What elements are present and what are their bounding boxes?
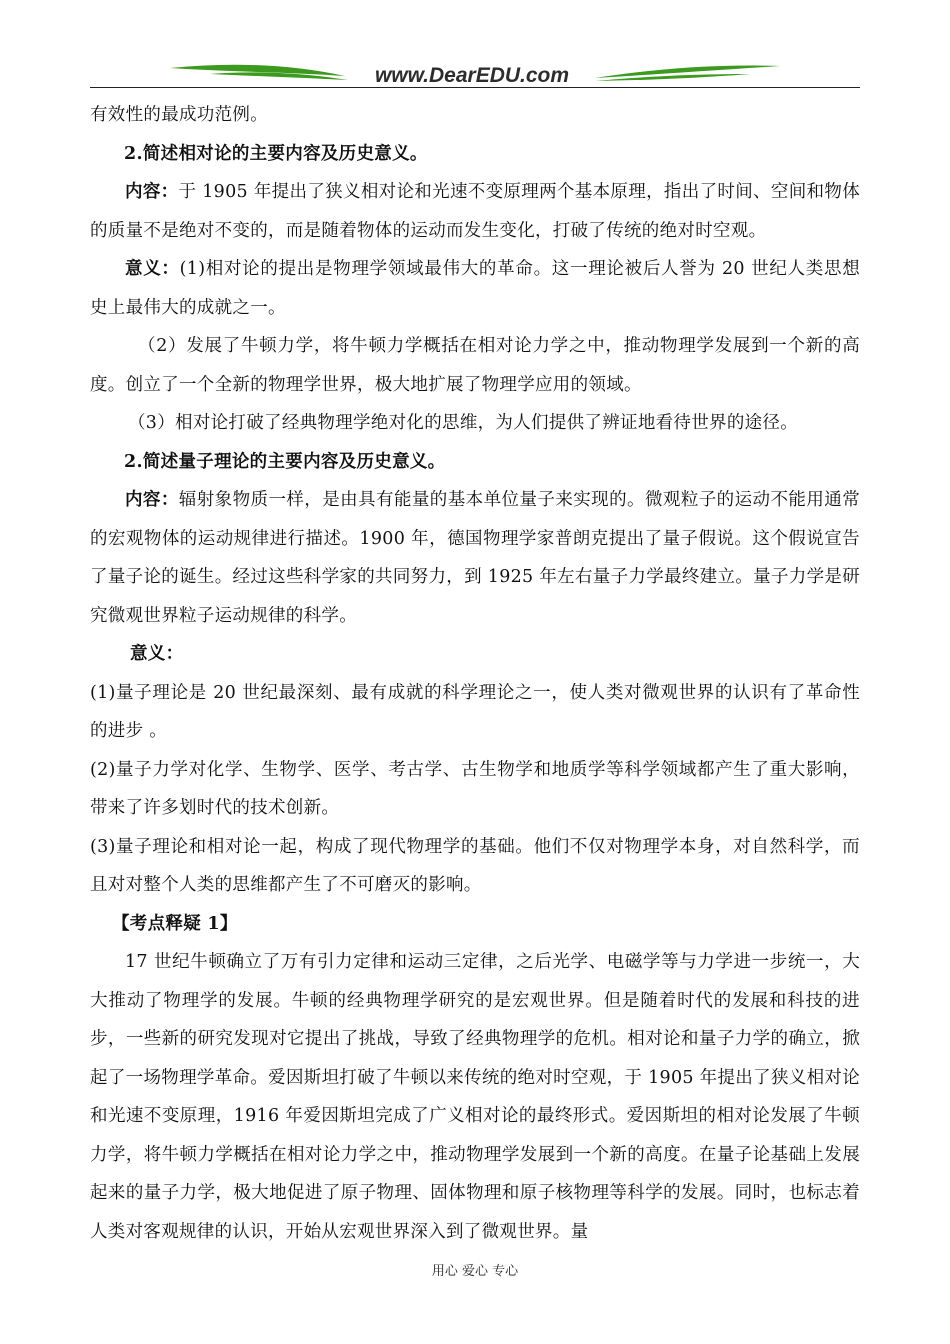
relativity-content-paragraph [90, 173, 860, 250]
quantum-content-text: 辐射象物质一样，是由具有能量的基本单位量子来实现的。微观粒子的运动不能用通常的宏观物体的运动规律进行描述。1900 年，德国物理学家普朗克提出了量子假说。这个假说宣告了量子论的诞生。经过这些科学家的共同努力，到 1925 年左右量子力学最终建立。量子力学是研究微观世界粒子运动规律的科学。 [90, 490, 860, 626]
section-heading-quantum: 2.简述量子理论的主要内容及历史意义。 [124, 451, 446, 472]
continuation-line: 有效性的最成功范例。 [90, 105, 268, 125]
quantum-content-paragraph [90, 481, 860, 635]
relativity-significance-paragraph-3: （3）相对论打破了经典物理学绝对化的思维，为人们提供了辨证地看待世界的途径。 [128, 413, 799, 433]
relativity-significance-paragraph-1 [90, 250, 860, 327]
dearedu-logo [90, 52, 860, 92]
logo-text: www.DearEDU.com [374, 64, 570, 87]
relativity-content-text: 于 1905 年提出了狭义相对论和光速不变原理两个基本原理，指出了时间、空间和物体的质量不是绝对不变的，而是随着物体的运动而发生变化，打破了传统的绝对时空观。 [90, 182, 860, 241]
content-label: 内容： [125, 490, 179, 510]
exam-point-heading: 【考点释疑 1】 [112, 913, 238, 934]
content-label: 内容： [125, 182, 179, 202]
page-footer: 用心 爱心 专心 [431, 1264, 519, 1279]
quantum-significance-3: (3)量子理论和相对论一起，构成了现代物理学的基础。他们不仅对物理学本身，对自然科学，而且对对整个人类的思维都产生了不可磨灭的影响。 [90, 836, 860, 895]
section-heading-relativity: 2.简述相对论的主要内容及历史意义。 [124, 143, 428, 164]
quantum-significance-1: (1)量子理论是 20 世纪最深刻、最有成就的科学理论之一，使人类对微观世界的认识有了革命性的进步 。 [90, 682, 860, 741]
header-rule [90, 87, 860, 88]
quantum-significance-label: 意义： [130, 644, 184, 664]
quantum-significance-2: (2)量子力学对化学、生物学、医学、考古学、古生物学和地质学等科学领域都产生了重大影响，带来了许多划时代的技术创新。 [90, 759, 860, 818]
relativity-significance-paragraph-2 [90, 327, 860, 404]
significance-label: 意义： [125, 259, 180, 279]
relativity-significance-text-1: (1)相对论的提出是物理学领域最伟大的革命。这一理论被后人誉为 20 世纪人类思想史上最伟大的成就之一。 [90, 259, 860, 318]
document-body [90, 96, 860, 1251]
exam-point-paragraph: 17 世纪牛顿确立了万有引力定律和运动三定律，之后光学、电磁学等与力学进一步统一，大大推动了物理学的发展。牛顿的经典物理学研究的是宏观世界。但是随着时代的发展和科技的进步，一些新的研究发现对它提出了挑战，导致了经典物理学的危机。相对论和量子力学的确立，掀起了一场物理学革命。爱因斯坦打破了牛顿以来传统的绝对时空观，于 1905 年提出了狭义相对论和光速不变原理，1916 年爱因斯坦完成了广义相对论的最终形式。爱因斯坦的相对论发展了牛顿力学，将牛顿力学概括在相对论力学之中，推动物理学发展到一个新的高度。在量子论基础上发展起来的量子力学，极大地促进了原子物理、固体物理和原子核物理等科学的发展。同时，也标志着人类对客观规律的认识，开始从宏观世界深入到了微观世界。量 [90, 952, 860, 1242]
page-header [90, 52, 860, 92]
relativity-significance-text-2: （2）发展了牛顿力学，将牛顿力学概括在相对论力学之中，推动物理学发展到一个新的高度。创立了一个全新的物理学世界，极大地扩展了物理学应用的领域。 [90, 336, 860, 395]
